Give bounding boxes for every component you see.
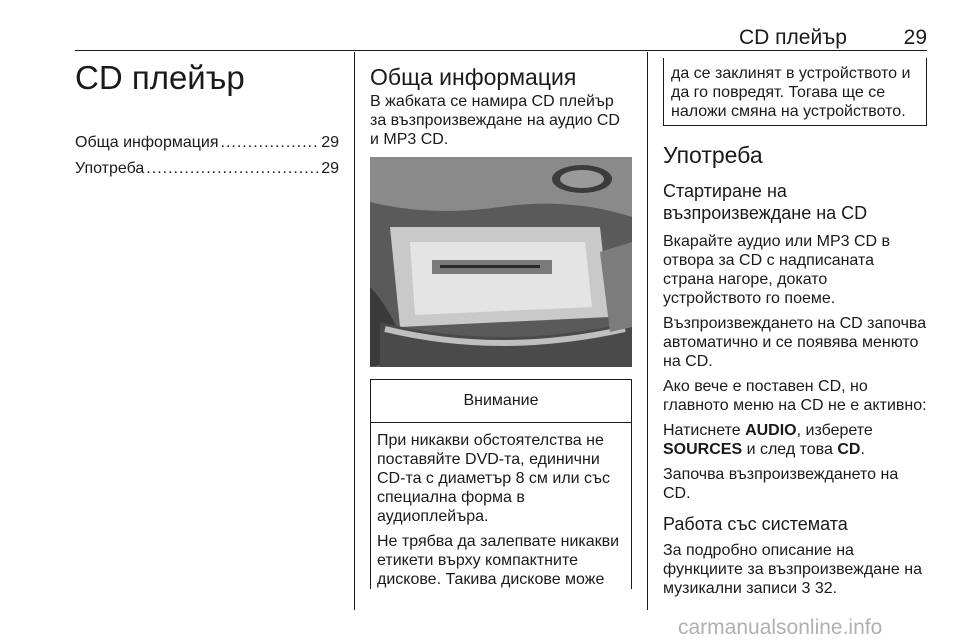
body-text: Започва възпроизвеждането на CD. xyxy=(663,466,899,502)
toc-entry[interactable] xyxy=(75,134,339,160)
body-text: Вкарайте аудио или MP3 CD в отвора за CD с надписаната страна нагоре, докато устройството го поеме. xyxy=(663,233,891,307)
toc-page: 29 xyxy=(321,160,339,177)
section-heading: Обща информация xyxy=(370,64,577,90)
page-header xyxy=(75,0,927,51)
left-column xyxy=(75,58,339,186)
toc-entry[interactable] xyxy=(75,160,339,186)
middle-column xyxy=(370,62,632,595)
sources-keyword: SOURCES xyxy=(663,441,743,458)
watermark: carmanualsonline.info xyxy=(678,616,883,639)
body-text: Натиснете AUDIO, изберете SOURCES и след това CD. xyxy=(663,422,873,458)
column-divider xyxy=(354,52,355,610)
page-number: 29 xyxy=(903,26,927,49)
intro-text: В жабката се намира CD плейър за възпроизвеждане на аудио CD и MP3 CD. xyxy=(370,93,620,148)
toc-leader xyxy=(221,134,320,152)
toc-label: Обща информация xyxy=(75,134,219,151)
right-column xyxy=(663,58,927,604)
subsection-heading: Стартиране на възпроизвеждане на CD xyxy=(663,181,868,223)
subsection-heading: Работа със системата xyxy=(663,514,848,534)
cd-player-photo xyxy=(370,157,632,367)
usage-section xyxy=(663,140,927,598)
header-title: CD плейър xyxy=(738,26,847,49)
toc-leader xyxy=(146,160,319,178)
warning-text: При никакви обстоятелства не поставяйте DVD-та, единични CD-та с диаметър 8 см или със специална форма в аудиоплейъра. xyxy=(377,432,611,525)
cd-keyword: CD xyxy=(837,441,861,458)
table-of-contents xyxy=(75,134,339,186)
warning-text: Не трябва да залепвате никакви етикети върху компактните дискове. Такива дискове може xyxy=(377,533,620,588)
warning-text: да се заклинят в устройството и да го повредят. Тогава ще се наложи смяна на устройството. xyxy=(671,65,911,120)
audio-keyword: AUDIO xyxy=(745,422,797,439)
toc-page: 29 xyxy=(321,134,339,151)
chapter-title: CD плейър xyxy=(75,59,245,96)
page-reference-link[interactable]: 3 32. xyxy=(801,580,838,597)
warning-box-continued xyxy=(663,58,927,126)
body-text: Ако вече е поставен CD, но главното меню на CD не е активно: xyxy=(663,378,927,414)
section-heading: Употреба xyxy=(663,142,763,168)
body-text: Възпроизвеждането на CD започва автоматично и се появява менюто на CD. xyxy=(663,315,927,370)
toc-label: Употреба xyxy=(75,160,145,177)
warning-body xyxy=(371,423,631,589)
body-text: За подробно описание на функциите за възпроизвеждане на музикални записи 3 32. xyxy=(663,542,922,597)
warning-box xyxy=(370,379,632,589)
column-divider xyxy=(647,52,648,610)
warning-title: Внимание xyxy=(371,380,631,423)
